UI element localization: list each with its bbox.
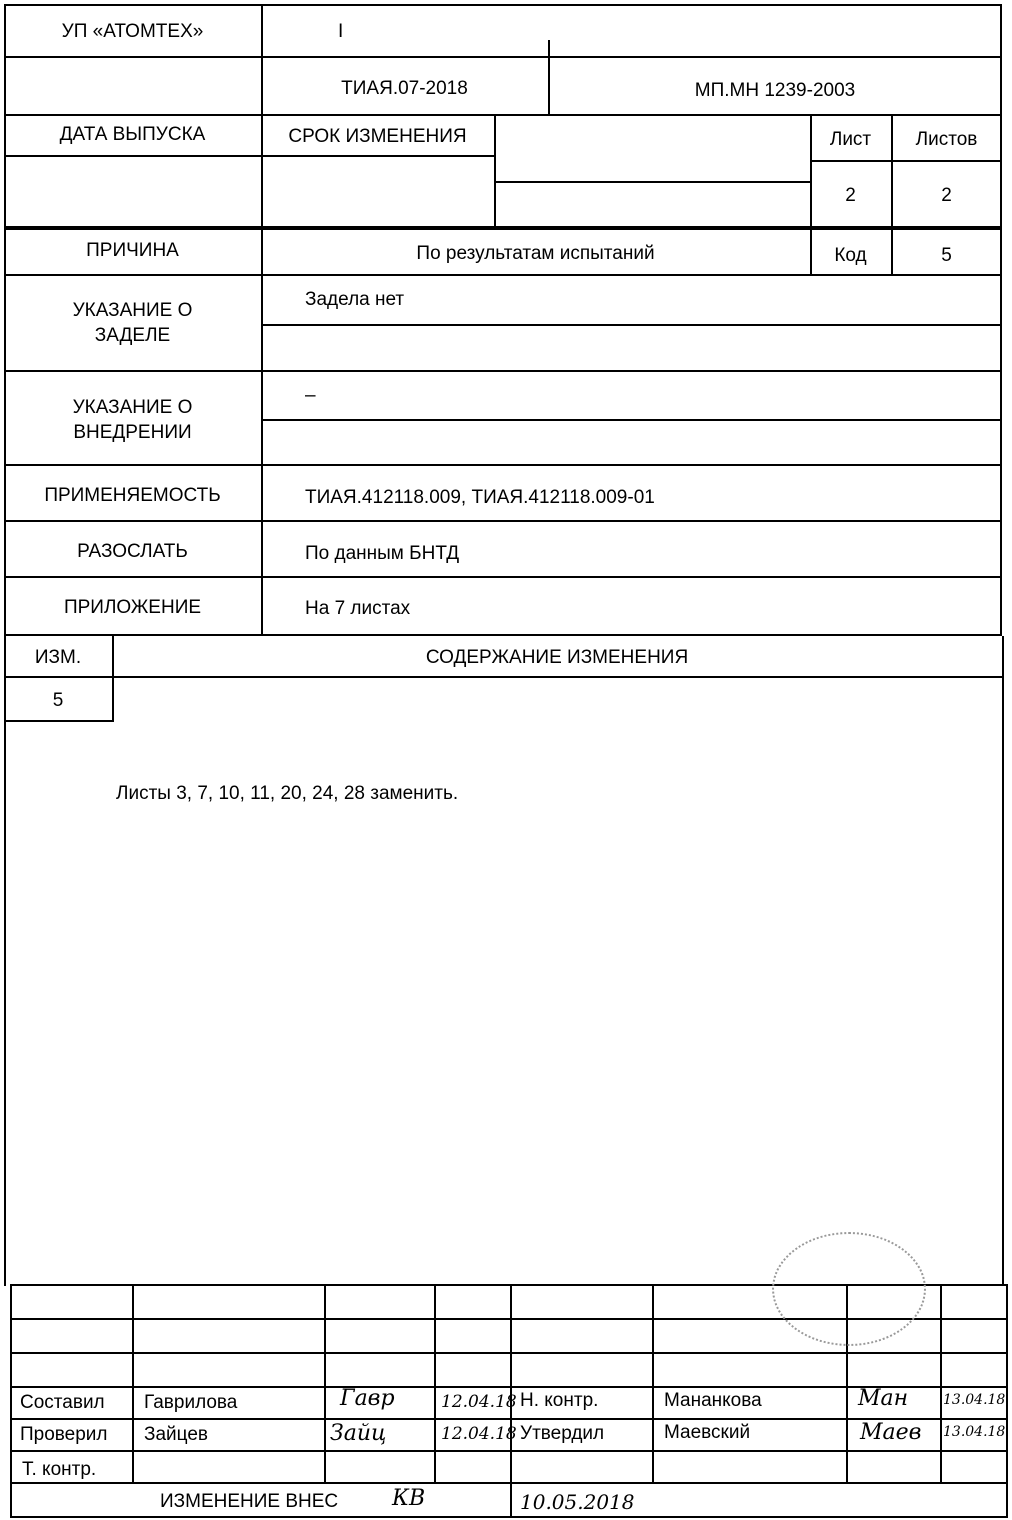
implementation-label-line2: ВНЕДРЕНИИ <box>73 422 192 443</box>
change-deadline-label: СРОК ИЗМЕНЕНИЯ <box>288 126 467 147</box>
backlog-value: Задела нет <box>305 289 405 310</box>
title-fragment: I <box>338 21 344 42</box>
tech-control-label: Т. контр. <box>22 1459 97 1480</box>
norm-control-date: 13.04.18 <box>943 1392 1006 1408</box>
applicability-value: ТИАЯ.412118.009, ТИАЯ.412118.009-01 <box>305 487 655 508</box>
sheet-value: 2 <box>845 185 856 206</box>
attachment-label: ПРИЛОЖЕНИЕ <box>63 597 202 618</box>
applicability-label: ПРИМЕНЯЕМОСТЬ <box>44 485 221 506</box>
implementation-value: – <box>305 385 316 406</box>
content-column-label: СОДЕРЖАНИЕ ИЗМЕНЕНИЯ <box>425 647 689 668</box>
change-made-label: ИЗМЕНЕНИЕ ВНЕС <box>160 1491 339 1512</box>
change-body-text: Листы 3, 7, 10, 11, 20, 24, 28 заменить. <box>116 783 459 804</box>
org-name: УП «АТОМТЕХ» <box>61 21 204 42</box>
approved-name: Маевский <box>664 1422 751 1443</box>
checked-name: Зайцев <box>144 1424 208 1445</box>
doc-reference: МП.МН 1239-2003 <box>694 80 856 101</box>
sheet-label: Лист <box>829 129 872 150</box>
approved-date: 13.04.18 <box>943 1424 1006 1440</box>
compiled-name: Гаврилова <box>144 1392 238 1413</box>
stamp-seal <box>772 1232 926 1346</box>
reason-value: По результатам испытаний <box>416 243 655 264</box>
compiled-date: 12.04.18 <box>441 1392 517 1412</box>
norm-control-name: Мананкова <box>664 1390 762 1411</box>
sheets-value: 2 <box>941 185 952 206</box>
implementation-label-line1: УКАЗАНИЕ О <box>72 397 193 418</box>
distribute-value: По данным БНТД <box>305 543 460 564</box>
checked-signature: Зайц <box>330 1421 387 1446</box>
distribute-label: РАЗОСЛАТЬ <box>77 541 188 562</box>
compiled-label: Составил <box>20 1392 105 1413</box>
norm-control-signature: Ман <box>858 1386 909 1411</box>
backlog-label-line2: ЗАДЕЛЕ <box>94 325 171 346</box>
approved-label: Утвердил <box>520 1423 605 1444</box>
code-label: Код <box>834 245 867 266</box>
change-column-label: ИЗМ. <box>34 647 82 668</box>
doc-number: ТИАЯ.07-2018 <box>341 78 468 99</box>
checked-date: 12.04.18 <box>441 1424 517 1444</box>
compiled-signature: Гавр <box>340 1386 395 1411</box>
backlog-label-line1: УКАЗАНИЕ О <box>72 300 193 321</box>
backlog-section <box>4 274 1002 372</box>
sheets-label: Листов <box>915 129 978 150</box>
release-date-label: ДАТА ВЫПУСКА <box>59 124 206 145</box>
approved-signature: Маев <box>860 1420 922 1445</box>
code-value: 5 <box>941 245 952 266</box>
change-number: 5 <box>52 690 64 711</box>
norm-control-label: Н. контр. <box>520 1390 599 1411</box>
reason-label: ПРИЧИНА <box>86 240 179 261</box>
checked-label: Проверил <box>20 1424 108 1445</box>
attachment-value: На 7 листах <box>305 598 411 619</box>
change-made-initials: КВ <box>392 1486 426 1511</box>
change-made-date: 10.05.2018 <box>520 1490 635 1514</box>
implementation-section <box>4 370 1002 466</box>
